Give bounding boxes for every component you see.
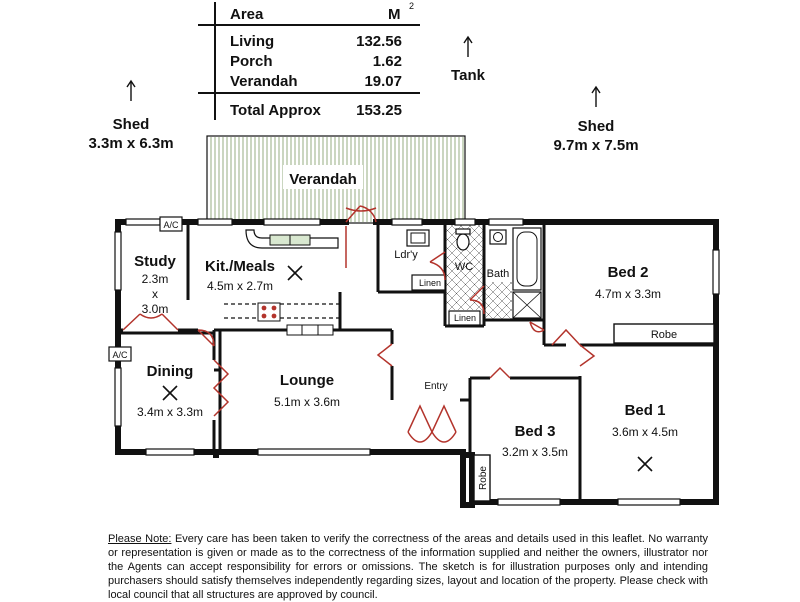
- window: [713, 250, 719, 294]
- tank-label: Tank: [451, 67, 485, 84]
- linen-label-laundry: Linen: [418, 278, 442, 288]
- room-name-bed1: Bed 1: [624, 402, 666, 419]
- disclaimer-note: [108, 532, 708, 602]
- room-size-bed2: 4.7m x 3.3m: [594, 287, 662, 301]
- svg-text:A/C: A/C: [112, 350, 128, 360]
- room-size-study-x: x: [152, 287, 158, 301]
- area-total-label: Total Approx: [230, 102, 321, 119]
- area-total-value: 153.25: [356, 102, 402, 119]
- door-swing: [490, 368, 510, 378]
- arrow-up-icon: [464, 37, 472, 57]
- window: [618, 499, 680, 505]
- shower-icon: [513, 292, 541, 318]
- svg-text:A/C: A/C: [163, 220, 179, 230]
- area-row-label: Living: [230, 33, 275, 50]
- door-swing: [378, 344, 392, 366]
- bathtub-icon: [513, 228, 541, 290]
- ceiling-fan-icon: [163, 386, 177, 400]
- shed-left-size: 3.3m x 6.3m: [88, 135, 174, 152]
- area-row-value: 19.07: [364, 73, 402, 90]
- window: [126, 219, 160, 225]
- room-name-lounge: Lounge: [279, 372, 335, 389]
- room-size-bed3: 3.2m x 3.5m: [501, 445, 569, 459]
- room-name-kitchen: Kit./Meals: [204, 258, 276, 275]
- window: [146, 449, 194, 455]
- room-name-wc: WC: [454, 261, 474, 273]
- ac-unit-study: [160, 217, 182, 231]
- window: [455, 219, 475, 225]
- area-header-unit-superscript: 2: [409, 1, 415, 11]
- area-row-label: Porch: [230, 53, 273, 70]
- ceiling-fan-icon: [288, 266, 302, 280]
- verandah-area: [207, 136, 465, 223]
- room-size-study: 2.3m: [141, 272, 169, 286]
- window: [489, 219, 523, 225]
- robe-label-bed2: Robe: [650, 329, 678, 341]
- room-name-study: Study: [134, 253, 176, 270]
- window: [115, 232, 121, 290]
- room-size-dining: 3.4m x 3.3m: [136, 405, 204, 419]
- verandah-label: Verandah: [289, 171, 357, 188]
- window: [115, 368, 121, 426]
- disclaimer-body: Every care has been taken to verify the correctness of the areas and details used in this leaflet. No warranty or representation is given or made as to the correctness of the information supplied and neither the owners, illustrator nor the Agents can accept responsibility for errors or omissions. The sketch is for illustration purposes only and intending purchasers should satisfy themselves independently regarding sizes, layout and location of the property. Please check with local council that all structures are approved by council.: [108, 533, 709, 601]
- window: [264, 219, 320, 225]
- room-name-bed2: Bed 2: [607, 264, 649, 281]
- ceiling-fan-icon: [638, 457, 652, 471]
- shed-left-name: Shed: [112, 116, 150, 133]
- laundry-tub: [407, 230, 429, 246]
- window: [392, 219, 422, 225]
- window: [498, 499, 560, 505]
- linen-label-hall: Linen: [453, 313, 477, 323]
- shed-right-size: 9.7m x 7.5m: [553, 137, 639, 154]
- room-size-kitchen: 4.5m x 2.7m: [206, 279, 274, 293]
- room-size-study-b: 3.0m: [141, 302, 169, 316]
- door-swing: [552, 330, 594, 366]
- basin-icon: [490, 230, 506, 244]
- room-name-bed3: Bed 3: [514, 423, 556, 440]
- ac-unit-dining: [109, 347, 131, 361]
- window: [258, 449, 370, 455]
- room-name-entry: Entry: [424, 381, 448, 392]
- area-header-label: Area: [230, 6, 264, 23]
- area-header-unit: M: [388, 6, 401, 23]
- room-size-lounge: 5.1m x 3.6m: [273, 395, 341, 409]
- room-name-bath: Bath: [486, 268, 510, 280]
- disclaimer-heading: Please Note:: [108, 533, 172, 545]
- door-swing: [123, 314, 178, 330]
- area-row-label: Verandah: [230, 73, 298, 90]
- room-size-bed1: 3.6m x 4.5m: [611, 425, 679, 439]
- window: [198, 219, 232, 225]
- area-row-value: 132.56: [356, 33, 402, 50]
- area-row-value: 1.62: [372, 53, 402, 70]
- toilet-icon: [456, 229, 470, 250]
- room-name-dining: Dining: [146, 363, 194, 380]
- arrow-up-icon: [592, 87, 600, 107]
- kitchen-sink-bench: [246, 230, 338, 248]
- door-swing: [530, 322, 544, 332]
- area-table: [198, 1, 420, 120]
- room-name-laundry: Ldr'y: [394, 249, 418, 261]
- arrow-up-icon: [127, 81, 135, 101]
- room-labels: [134, 249, 678, 459]
- shed-right-name: Shed: [577, 118, 615, 135]
- robe-label-bed3: Robe: [478, 466, 489, 490]
- door-swing: [408, 406, 456, 432]
